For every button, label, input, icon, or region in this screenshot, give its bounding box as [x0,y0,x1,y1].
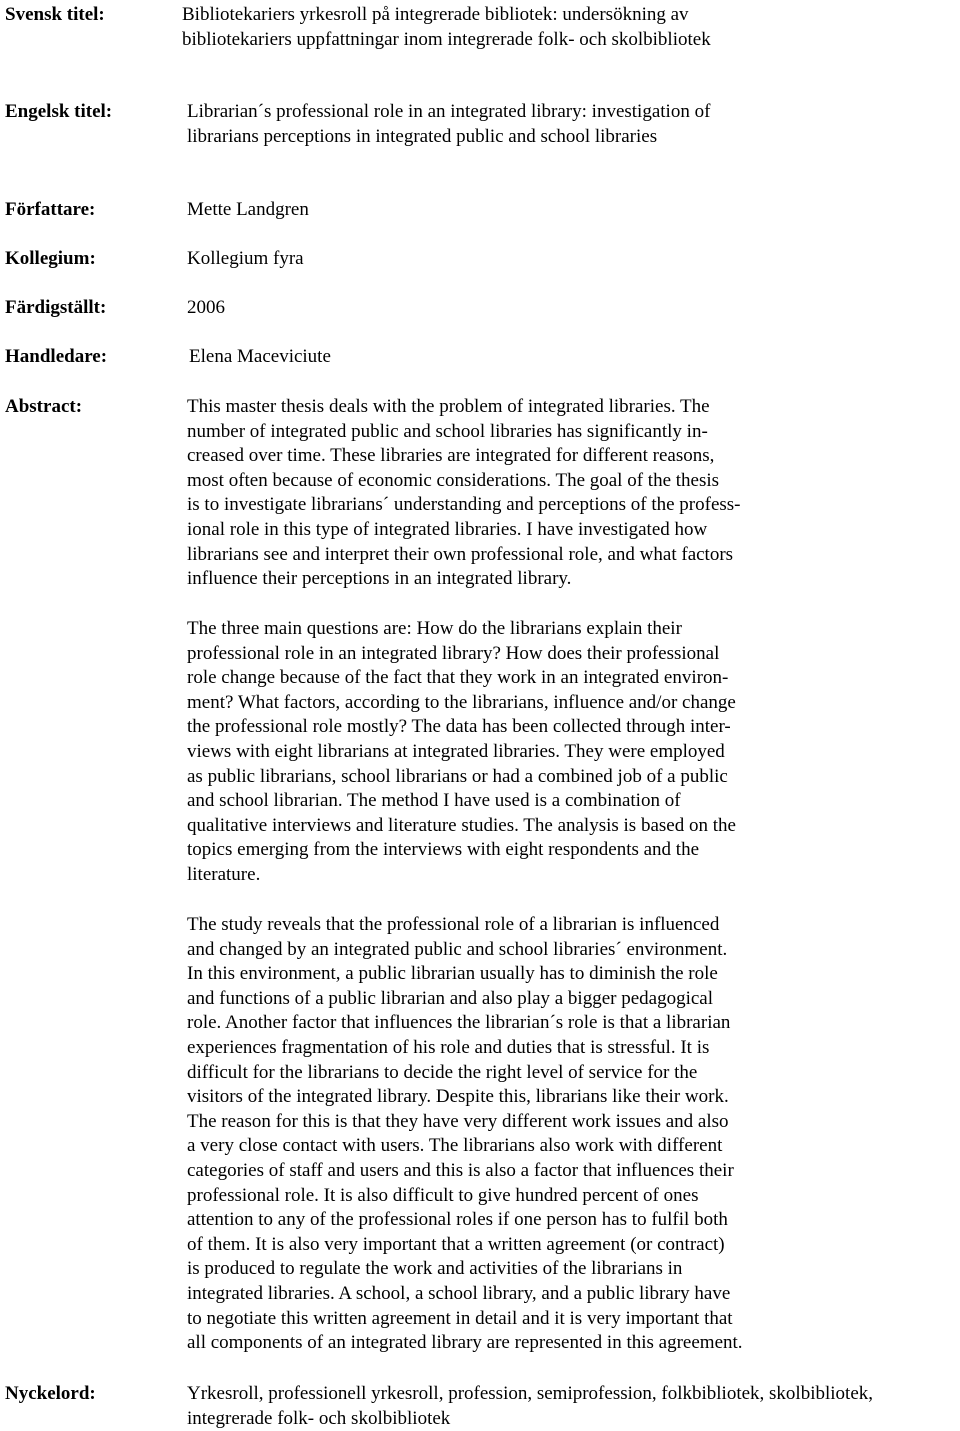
supervisor-value: Elena Maceviciute [189,346,331,367]
english-title-label: Engelsk titel: [5,101,113,122]
supervisor-label: Handledare: [5,346,108,367]
collegium-label: Kollegium: [5,248,96,269]
swedish-title-label: Svensk titel: [5,4,105,25]
author-label: Författare: [5,199,96,220]
collegium-value: Kollegium fyra [187,248,304,269]
abstract-paragraph-1: This master thesis deals with the problem of integrated libraries. The number of integrated public and school libraries has significantly in- creased over time. These libraries are integrated for different reasons, most often because of economic considerations. The goal of the thesis is to investigate librarians´ understanding and perceptions of the profess- ional role in this type of integrated libraries. I have investigated how librarians see and interpret their own professional role, and what factors influence their perceptions in an integrated library. [187,396,741,590]
swedish-title-value: Bibliotekariers yrkesroll på integrerade bibliotek: undersökning av bibliotekariers uppfattningar inom integrerade folk- och skolbibliotek [182,4,711,50]
author-value: Mette Landgren [187,199,309,220]
english-title-value: Librarian´s professional role in an integrated library: investigation of librarians perceptions in integrated public and school libraries [187,101,711,147]
completed-value: 2006 [187,297,225,318]
abstract-paragraph-3: The study reveals that the professional role of a librarian is influenced and changed by an integrated public and school libraries´ environment. In this environment, a public librarian usually has to diminish the role and functions of a public librarian and also play a bigger pedagogical role. Another factor that influences the librarian´s role is that a librarian experiences fragmentation of his role and duties that is stressful. It is difficult for the librarians to decide the right level of service for the visitors of the integrated library. Despite this, librarians like their work. The reason for this is that they have very different work issues and also a very close contact with users. The librarians also work with different categories of staff and users and this is also a factor that influences their professional role. It is also difficult to give hundred percent of ones attention to any of the professional roles if one person has to fulfil both of them. It is also very important that a written agreement (or contract) is produced to regulate the work and activities of the librarians in integrated libraries. A school, a school library, and a public library have to negotiate this written agreement in detail and it is very important that all components of an integrated library are represented in this agreement. [187,914,743,1354]
completed-label: Färdigställt: [5,297,107,318]
keywords-value: Yrkesroll, professionell yrkesroll, profession, semiprofession, folkbibliotek, skolbibliotek, integrerade folk- och skolbibliotek [187,1383,874,1429]
abstract-paragraph-2: The three main questions are: How do the librarians explain their professional role in an integrated library? How does their professional role change because of the fact that they work in an integrated environ- ment? What factors, according to the librarians, influence and/or change the professional role mostly? The data has been collected through inter- views with eight librarians at integrated libraries. They were employed as public librarians, school librarians or had a combined job of a public and school librarian. The method I have used is a combination of qualitative interviews and literature studies. The analysis is based on the topics emerging from the interviews with eight respondents and the literature. [187,618,736,885]
keywords-label: Nyckelord: [5,1383,96,1404]
abstract-label: Abstract: [5,396,83,417]
